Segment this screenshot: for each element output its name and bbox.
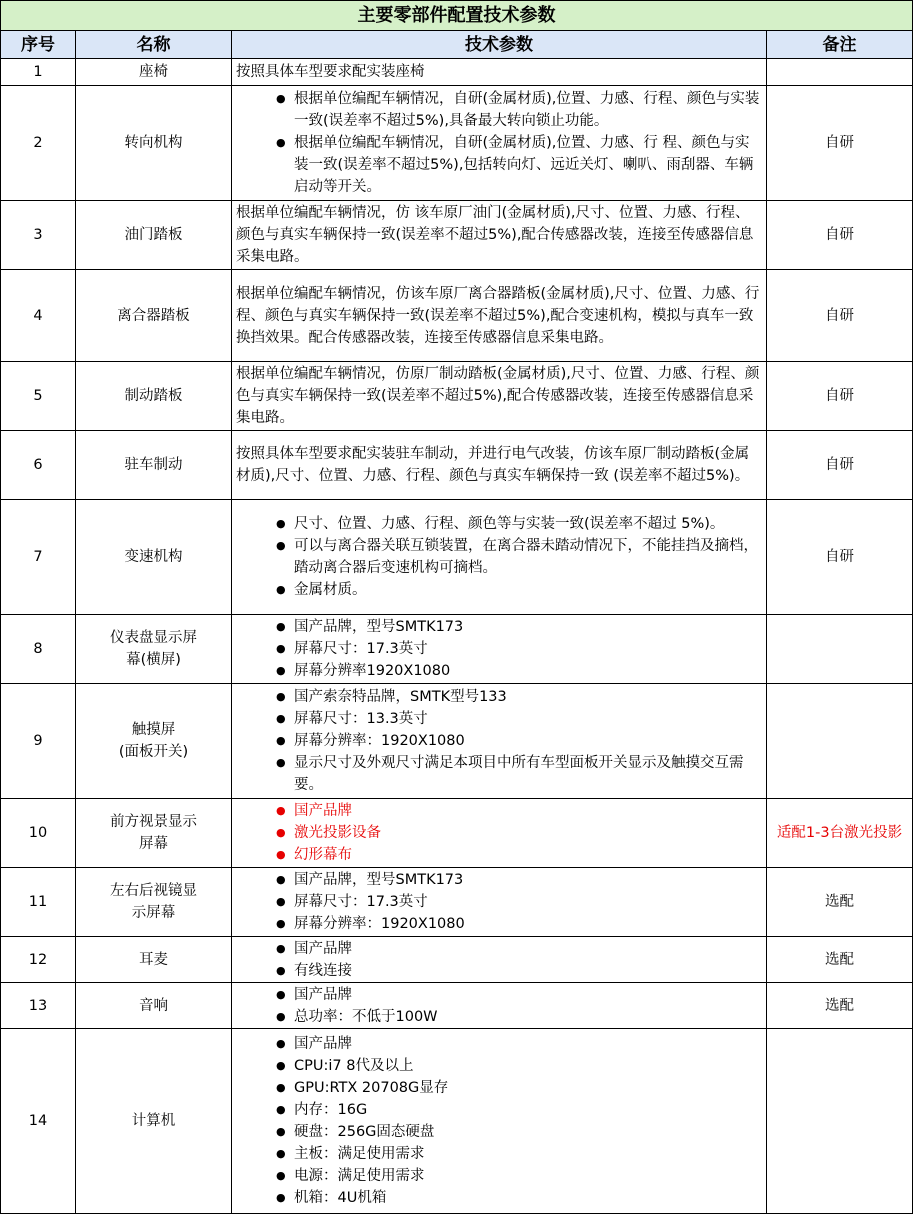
spec-bullet: ● 根据单位编配车辆情况，自研(金属材质),位置、力感、行 程、颜色与实装一致(误差率不超过5%),包括转向灯、远近关灯、喇叭、雨刮器、车辆启动等开关。 xyxy=(236,132,763,198)
component-name xyxy=(76,362,232,431)
row-note xyxy=(767,615,913,684)
row-note: 选配 xyxy=(767,868,913,937)
component-name-line: 座椅 xyxy=(139,64,168,80)
tech-spec xyxy=(232,799,767,868)
tech-spec xyxy=(232,868,767,937)
spec-bullet: ● 机箱：4U机箱 xyxy=(236,1187,763,1209)
spec-bullet-list xyxy=(236,800,763,866)
table-row xyxy=(1,937,913,983)
component-name xyxy=(76,201,232,270)
component-name-line: 示屏幕 xyxy=(131,905,176,921)
component-name xyxy=(76,684,232,799)
component-name-line: 驻车制动 xyxy=(124,457,183,473)
component-name xyxy=(76,431,232,500)
spec-bullet: ● 国产品牌 xyxy=(236,800,763,822)
spec-bullet: ● 屏幕尺寸：17.3英寸 xyxy=(236,891,763,913)
table-row xyxy=(1,684,913,799)
spec-bullet: ● 屏幕分辨率1920X1080 xyxy=(236,660,763,682)
spec-bullet: ● 屏幕尺寸：13.3英寸 xyxy=(236,708,763,730)
spec-bullet: ● 屏幕分辨率：1920X1080 xyxy=(236,730,763,752)
row-note: 自研 xyxy=(767,270,913,362)
table-body xyxy=(1,59,913,1214)
component-name xyxy=(76,86,232,201)
component-name xyxy=(76,937,232,983)
spec-bullet: ● 可以与离合器关联互锁装置，在离合器未踏动情况下，不能挂挡及摘档，踏动离合器后变速机构可摘档。 xyxy=(236,535,763,579)
tech-spec xyxy=(232,684,767,799)
spec-bullet: ● 金属材质。 xyxy=(236,579,763,601)
tech-spec xyxy=(232,1029,767,1214)
component-name-line: 耳麦 xyxy=(139,951,168,968)
row-number: 12 xyxy=(1,937,76,983)
spec-bullet: ● 国产品牌 xyxy=(236,938,763,960)
tech-spec xyxy=(232,500,767,615)
component-name xyxy=(76,799,232,868)
tech-spec: 根据单位编配车辆情况，仿原厂制动踏板(金属材质),尺寸、位置、力感、行程、颜色与真实车辆保持一致(误差率不超过5%),配合传感器改装，连接至传感器信息采集电路。 xyxy=(232,362,767,431)
spec-bullet: ● 国产品牌 xyxy=(236,1033,763,1055)
component-name xyxy=(76,615,232,684)
spec-bullet: ● 国产索奈特品牌，SMTK型号133 xyxy=(236,686,763,708)
component-name xyxy=(76,59,232,86)
spec-bullet: ● 国产品牌，型号SMTK173 xyxy=(236,869,763,891)
spec-bullet-list xyxy=(236,869,763,935)
spec-bullet-list xyxy=(236,984,763,1028)
spec-bullet-list xyxy=(236,1033,763,1209)
component-name-line: 油门踏板 xyxy=(124,227,183,243)
row-number: 8 xyxy=(1,615,76,684)
row-number: 11 xyxy=(1,868,76,937)
spec-bullet-list xyxy=(236,686,763,796)
row-note: 自研 xyxy=(767,431,913,500)
row-note xyxy=(767,1029,913,1214)
spec-bullet: ● CPU:i7 8代及以上 xyxy=(236,1055,763,1077)
spec-bullet: ● 国产品牌 xyxy=(236,984,763,1006)
spec-bullet: ● 电源：满足使用需求 xyxy=(236,1165,763,1187)
component-name-line: 离合器踏板 xyxy=(117,307,190,324)
spec-bullet-list xyxy=(236,513,763,601)
row-number: 13 xyxy=(1,983,76,1029)
row-note: 适配1-3台激光投影 xyxy=(767,799,913,868)
component-name-line: 制动踏板 xyxy=(124,388,183,404)
row-number: 1 xyxy=(1,59,76,86)
tech-spec xyxy=(232,937,767,983)
spec-bullet: ● 主板：满足使用需求 xyxy=(236,1143,763,1165)
table-row xyxy=(1,1029,913,1214)
header-name: 名称 xyxy=(76,31,232,59)
table-row xyxy=(1,615,913,684)
row-note: 自研 xyxy=(767,500,913,615)
component-name xyxy=(76,1029,232,1214)
component-name-line: 音响 xyxy=(139,997,168,1014)
spec-bullet: ● 激光投影设备 xyxy=(236,822,763,844)
tech-spec xyxy=(232,983,767,1029)
table-row xyxy=(1,362,913,431)
header-note: 备注 xyxy=(767,31,913,59)
spec-bullet: ● 屏幕分辨率：1920X1080 xyxy=(236,913,763,935)
header-no: 序号 xyxy=(1,31,76,59)
spec-bullet-list xyxy=(236,88,763,198)
spec-bullet: ● 显示尺寸及外观尺寸满足本项目中所有车型面板开关显示及触摸交互需要。 xyxy=(236,752,763,796)
row-note: 选配 xyxy=(767,937,913,983)
table-row xyxy=(1,868,913,937)
component-name-line: 仪表盘显示屏 xyxy=(110,630,197,646)
spec-bullet-list xyxy=(236,616,763,682)
component-name-line: 前方视景显示 xyxy=(110,814,197,830)
row-number: 4 xyxy=(1,270,76,362)
row-number: 5 xyxy=(1,362,76,431)
spec-bullet: ● 根据单位编配车辆情况，自研(金属材质),位置、力感、行程、颜色与实装一致(误差率不超过5%),具备最大转向锁止功能。 xyxy=(236,88,763,132)
row-number: 3 xyxy=(1,201,76,270)
row-number: 9 xyxy=(1,684,76,799)
component-name-line: 变速机构 xyxy=(124,549,183,565)
table-row xyxy=(1,201,913,270)
table-row xyxy=(1,799,913,868)
spec-bullet: ● 总功率：不低于100W xyxy=(236,1006,763,1028)
spec-bullet: ● GPU:RTX 20708G显存 xyxy=(236,1077,763,1099)
component-name-line: (面板开关) xyxy=(118,744,189,760)
spec-bullet: ● 尺寸、位置、力感、行程、颜色等与实装一致(误差率不超过 5%)。 xyxy=(236,513,763,535)
table-row xyxy=(1,59,913,86)
component-name-line: 转向机构 xyxy=(124,135,183,151)
spec-bullet: ● 内存：16G xyxy=(236,1099,763,1121)
component-name-line: 计算机 xyxy=(131,1113,176,1129)
tech-spec: 根据单位编配车辆情况，仿该车原厂离合器踏板(金属材质),尺寸、位置、力感、行程、颜色与真实车辆保持一致(误差率不超过5%),配合变速机构，模拟与真车一致换挡效果。配合传感器改装，连接至传感器信息采集电路。 xyxy=(232,270,767,362)
component-name xyxy=(76,868,232,937)
component-name-line: 左右后视镜显 xyxy=(110,883,197,899)
spec-bullet: ● 幻形幕布 xyxy=(236,844,763,866)
spec-bullet-list xyxy=(236,938,763,982)
component-name-line: 幕(横屏) xyxy=(126,652,181,668)
spec-bullet: ● 屏幕尺寸：17.3英寸 xyxy=(236,638,763,660)
row-note xyxy=(767,684,913,799)
header-spec: 技术参数 xyxy=(232,31,767,59)
tech-spec xyxy=(232,86,767,201)
row-number: 14 xyxy=(1,1029,76,1214)
row-note xyxy=(767,59,913,86)
table-row xyxy=(1,500,913,615)
row-note: 选配 xyxy=(767,983,913,1029)
row-number: 2 xyxy=(1,86,76,201)
row-number: 10 xyxy=(1,799,76,868)
table-row xyxy=(1,86,913,201)
row-note: 自研 xyxy=(767,201,913,270)
table-row xyxy=(1,431,913,500)
component-name-line: 触摸屏 xyxy=(131,722,176,738)
component-name xyxy=(76,983,232,1029)
tech-spec xyxy=(232,615,767,684)
tech-spec: 按照具体车型要求配实装座椅 xyxy=(232,59,767,86)
component-name xyxy=(76,270,232,362)
spec-bullet: ● 硬盘：256G固态硬盘 xyxy=(236,1121,763,1143)
table-title: 主要零部件配置技术参数 xyxy=(1,1,913,31)
component-name xyxy=(76,500,232,615)
row-note: 自研 xyxy=(767,362,913,431)
component-name-line: 屏幕 xyxy=(139,836,168,852)
spec-bullet: ● 有线连接 xyxy=(236,960,763,982)
tech-spec: 按照具体车型要求配实装驻车制动，并进行电气改装，仿该车原厂制动踏板(金属材质),尺寸、位置、力感、行程、颜色与真实车辆保持一致 (误差率不超过5%)。 xyxy=(232,431,767,500)
table-row xyxy=(1,983,913,1029)
tech-spec: 根据单位编配车辆情况，仿 该车原厂油门(金属材质),尺寸、位置、力感、行程、颜色与真实车辆保持一致(误差率不超过5%),配合传感器改装，连接至传感器信息采集电路。 xyxy=(232,201,767,270)
header-row xyxy=(1,31,913,59)
spec-bullet: ● 国产品牌，型号SMTK173 xyxy=(236,616,763,638)
table-row xyxy=(1,270,913,362)
row-number: 7 xyxy=(1,500,76,615)
title-row xyxy=(1,1,913,31)
row-number: 6 xyxy=(1,431,76,500)
row-note: 自研 xyxy=(767,86,913,201)
